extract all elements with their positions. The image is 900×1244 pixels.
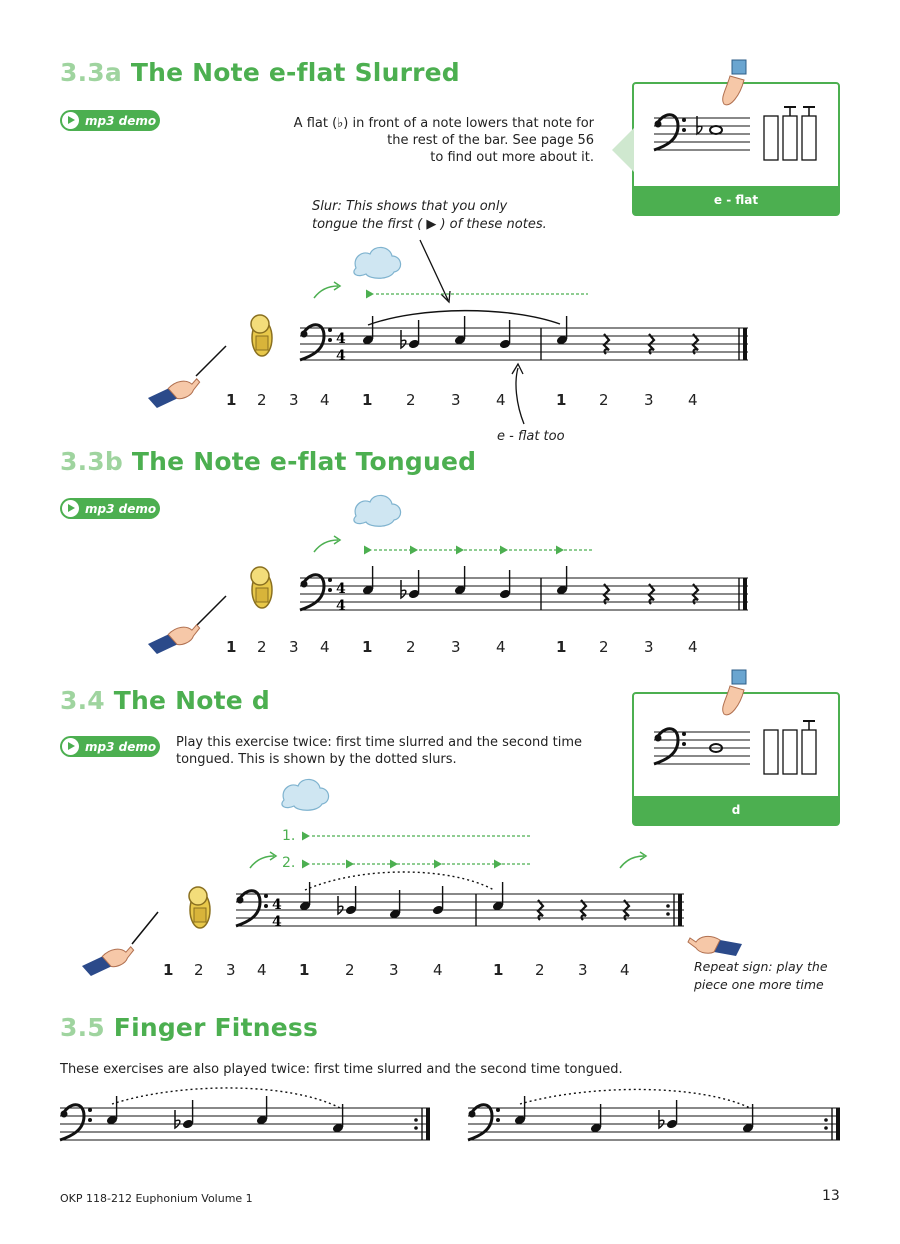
count: 3: [644, 638, 654, 656]
mp3-label: mp3 demo: [85, 113, 157, 128]
count: 4: [320, 638, 330, 656]
count: 3: [451, 391, 461, 409]
fingering-chart-eflat: [612, 60, 816, 172]
svg-text:4: 4: [272, 914, 282, 930]
footer-book-title: OKP 118-212 Euphonium Volume 1: [60, 1192, 253, 1205]
count: 3: [226, 961, 236, 979]
count: 2: [406, 638, 416, 656]
count: 1: [362, 638, 373, 656]
info-line: the rest of the bar. See page 56: [387, 133, 594, 148]
count: 1: [226, 638, 237, 656]
section-number: 3.3a: [60, 58, 122, 87]
slur-line: Slur: This shows that you only: [312, 199, 508, 214]
section-number: 3.3b: [60, 447, 123, 476]
count: 2: [257, 638, 267, 656]
staff-3-4: [80, 779, 742, 977]
count: 3: [389, 961, 399, 979]
count: 4: [688, 638, 698, 656]
second-time-label: 2.: [282, 855, 296, 871]
repeat-line: Repeat sign: play the: [694, 959, 828, 974]
info-line: A flat (♭) in front of a note lowers that note for: [293, 116, 594, 131]
count: 3: [289, 638, 299, 656]
svg-text:4: 4: [336, 331, 346, 347]
page-number: 13: [822, 1188, 840, 1204]
count: 4: [496, 391, 506, 409]
count: 3: [289, 391, 299, 409]
count: 1: [163, 961, 174, 979]
count: 1: [493, 961, 504, 979]
count: 3: [644, 391, 654, 409]
section-title: The Note d: [113, 686, 270, 715]
staff-3-3a: [146, 240, 748, 424]
count: 2: [406, 391, 416, 409]
count: 2: [535, 961, 545, 979]
finger-fitness-text: These exercises are also played twice: first time slurred and the second time tongued.: [60, 1062, 623, 1077]
count: 2: [599, 391, 609, 409]
count: 4: [620, 961, 630, 979]
count: 4: [688, 391, 698, 409]
count: 3: [578, 961, 588, 979]
count: 4: [496, 638, 506, 656]
mp3-label: mp3 demo: [85, 501, 157, 516]
count: 2: [345, 961, 355, 979]
section-number: 3.4: [60, 686, 105, 715]
repeat-line: piece one more time: [694, 977, 824, 992]
staff-3-5-right: [468, 1089, 840, 1140]
staff-3-5-left: [60, 1088, 430, 1140]
section-title: The Note e-flat Tongued: [131, 447, 477, 476]
svg-text:4: 4: [336, 348, 346, 364]
count: 4: [433, 961, 443, 979]
fingering-label: d: [634, 796, 838, 824]
count: 1: [299, 961, 310, 979]
info-line: to find out more about it.: [430, 150, 594, 165]
section-title: The Note e-flat Slurred: [130, 58, 460, 87]
count: 2: [257, 391, 267, 409]
svg-text:4: 4: [336, 581, 346, 597]
section-number: 3.5: [60, 1013, 105, 1042]
svg-text:4: 4: [336, 598, 346, 614]
count: 4: [257, 961, 267, 979]
fingering-label: e - flat: [634, 186, 838, 214]
section-title: Finger Fitness: [113, 1013, 319, 1042]
count: 1: [226, 391, 237, 409]
staff-3-3b: [146, 495, 748, 655]
count: 2: [194, 961, 204, 979]
count: 1: [362, 391, 373, 409]
count: 4: [320, 391, 330, 409]
first-time-label: 1.: [282, 828, 296, 844]
count: 1: [556, 391, 567, 409]
info-line: Play this exercise twice: first time slurred and the second time: [176, 735, 583, 750]
count: 3: [451, 638, 461, 656]
fingering-chart-d: [654, 670, 816, 774]
info-line: tongued. This is shown by the dotted slurs.: [176, 752, 457, 767]
count: 2: [599, 638, 609, 656]
slur-line: tongue the first ( ▶ ) of these notes.: [312, 217, 547, 232]
count: 1: [556, 638, 567, 656]
svg-text:4: 4: [272, 897, 282, 913]
mp3-label: mp3 demo: [85, 739, 157, 754]
eflat-too-note: e - flat too: [497, 429, 565, 444]
